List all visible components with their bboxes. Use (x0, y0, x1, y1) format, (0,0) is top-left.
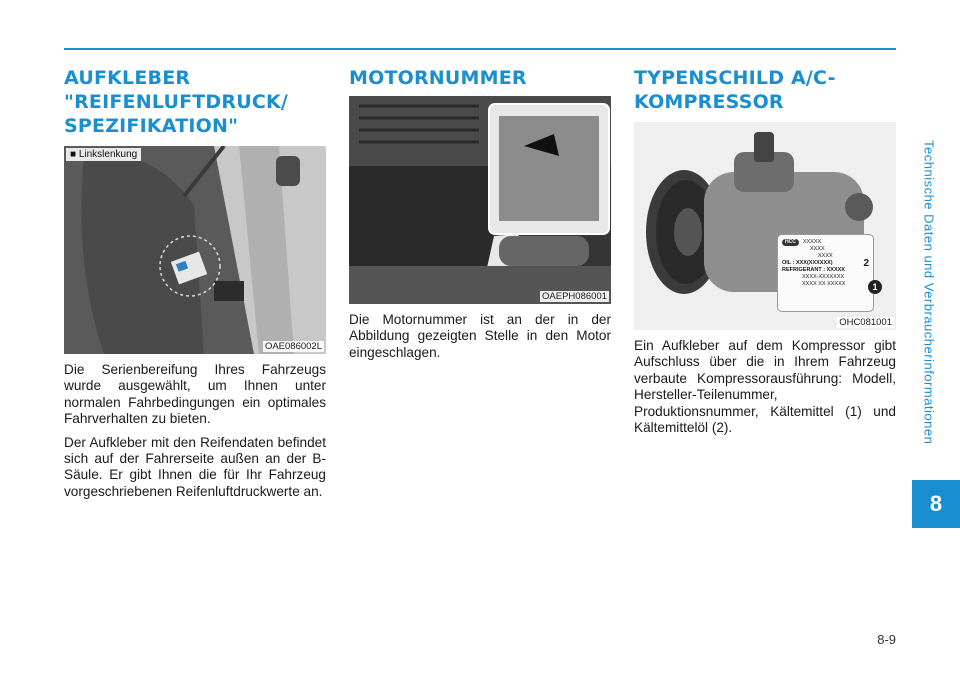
compressor-label: HCC XXXXX XXXX XXXX OIL : XXX(XXXXXX) 2 REFRIGERANT : XXXXX XXXX-XXXXXXX XXXX XX XXXXX (777, 234, 874, 312)
variant-tag: ■ Linkslenkung (66, 148, 141, 161)
paragraph: Der Aufkleber mit den Reifendaten befindet sich auf der Fahrerseite außen an der B-Säule. Er gibt Ihnen die für Ihr Fahrzeug vorgeschriebenen Reifenluftdruckwerte an. (64, 434, 326, 499)
header-rule (64, 48, 896, 50)
paragraph: Ein Aufkleber auf dem Kompressor gibt Aufschluss über die in Ihrem Fahrzeug verbaute Kompressorausführung: Modell, Hersteller-Teilenummer, Produktionsnummer, Kältemittel (1) und Kältemittelöl (2). (634, 338, 896, 436)
chapter-tab: 8 (912, 480, 960, 528)
section-engine-number (349, 66, 611, 361)
figure-code: OAEPH086001 (542, 291, 607, 302)
paragraph: Die Serienbereifung Ihres Fahrzeugs wurde ausgewählt, um Ihnen unter normalen Fahrbedingungen ein optimales Fahrverhalten zu bieten. (64, 362, 326, 427)
figure-code: OAE086002L (264, 341, 322, 352)
engine-figure (349, 96, 611, 304)
figure-code: OHC081001 (839, 317, 892, 328)
section-body (349, 312, 611, 361)
section-title: TYPENSCHILD A/C- KOMPRESSOR (634, 67, 836, 113)
paragraph: Die Motornummer ist an der in der Abbildung gezeigten Stelle in den Motor eingeschlagen. (349, 312, 611, 360)
brand-logo: HCC (782, 239, 799, 246)
section-body (634, 338, 896, 436)
tire-label-figure (64, 146, 326, 354)
chapter-side-title: Technische Daten und Verbraucherinformationen (921, 140, 937, 445)
door-pillar-illustration (64, 146, 326, 354)
section-ac-compressor (634, 66, 896, 436)
section-tire-label (64, 66, 326, 500)
compressor-figure (634, 122, 896, 330)
engine-bay-illustration (349, 96, 611, 304)
callout-2: 2 (863, 258, 869, 269)
page-number: 8-9 (877, 632, 896, 647)
section-title: AUFKLEBER "REIFENLUFTDRUCK/ SPEZIFIKATION" (64, 67, 289, 137)
section-body (64, 362, 326, 500)
section-title: MOTORNUMMER (349, 67, 527, 89)
callout-1: 1 (868, 280, 882, 294)
